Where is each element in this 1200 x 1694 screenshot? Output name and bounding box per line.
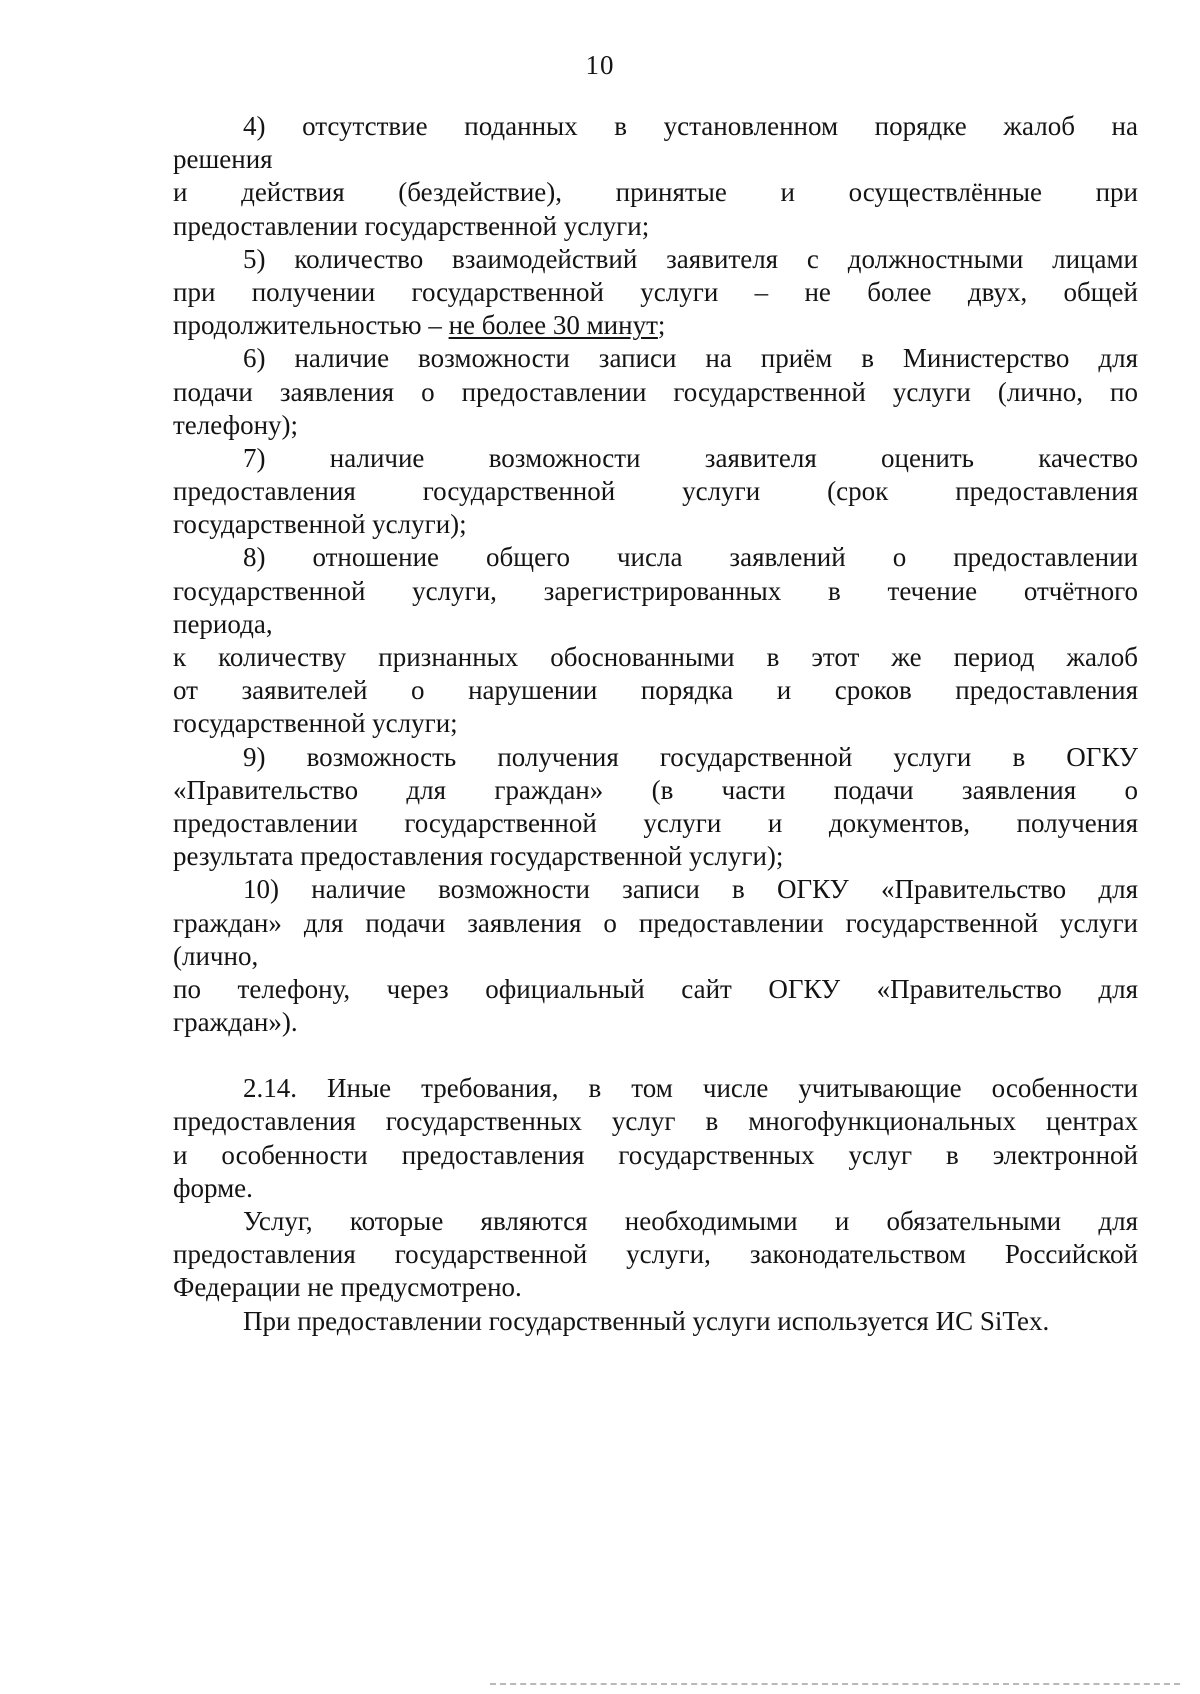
page-number: 10 (585, 50, 615, 80)
text-line: При предоставлении государственный услуги используется ИС SiTex. (243, 1305, 1050, 1336)
text-line: и действия (бездействие), принятые и осуществлённые при (173, 177, 1138, 208)
text-line: государственной услуги); (173, 509, 467, 540)
text-line: Услуг, которые являются необходимыми и обязательными для (243, 1206, 1138, 1236)
document-body (173, 110, 1138, 1338)
text-line: 4) отсутствие поданных в установленном порядке жалоб на (243, 111, 1138, 141)
text-line: 9) возможность получения государственной услуги в ОГКУ (243, 741, 1138, 772)
text-line: государственной услуги, зарегистрированных в течение отчётного (173, 575, 1138, 606)
text-line: периода, (173, 608, 273, 639)
text-line: к количеству признанных обоснованными в этот же период жалоб (173, 642, 1138, 672)
text-line: и особенности предоставления государственных услуг в электронной (173, 1139, 1138, 1170)
text-line: 5) количество взаимодействий заявителя с должностными лицами (243, 243, 1138, 274)
text-segment: продолжительностью – (173, 310, 449, 341)
text-line: телефону); (173, 409, 299, 440)
text-line: подачи заявления о предоставлении государственной услуги (лично, по (173, 376, 1138, 407)
text-line: результата предоставления государственной услуги); (173, 841, 784, 872)
text-line: от заявителей о нарушении порядка и сроков предоставления (173, 675, 1138, 706)
underlined-text: не более 30 минут (448, 310, 658, 341)
scan-artifact-line (490, 1683, 1180, 1685)
text-line: граждан» для подачи заявления о предоставлении государственной услуги (173, 907, 1138, 938)
text-line: форме. (173, 1172, 253, 1203)
text-line: решения (173, 144, 273, 175)
text-line (173, 309, 1138, 342)
text-line: 7) наличие возможности заявителя оценить качество (243, 442, 1138, 473)
text-line: 8) отношение общего числа заявлений о предоставлении (243, 542, 1138, 573)
text-line: государственной услуги; (173, 708, 458, 739)
text-segment: ; (657, 310, 666, 341)
text-line: 10) наличие возможности записи в ОГКУ «Правительство для (243, 874, 1138, 905)
text-line: предоставлении государственной услуги и документов, получения (173, 807, 1138, 838)
text-line: «Правительство для граждан» (в части подачи заявления о (173, 774, 1138, 805)
text-line: граждан»). (173, 1007, 298, 1038)
text-line: предоставления государственной услуги, законодательством Российской (173, 1239, 1138, 1270)
text-line: 6) наличие возможности записи на приём в Министерство для (243, 343, 1138, 374)
text-line: по телефону, через официальный сайт ОГКУ «Правительство для (173, 973, 1138, 1004)
text-line: 2.14. Иные требования, в том числе учитывающие особенности (243, 1073, 1138, 1104)
text-line: предоставления государственной услуги (срок предоставления (173, 476, 1138, 507)
text-line: при получении государственной услуги – не более двух, общей (173, 276, 1138, 307)
text-line: предоставления государственных услуг в многофункциональных центрах (173, 1106, 1138, 1137)
text-line: предоставлении государственной услуги; (173, 210, 650, 241)
text-line: (лично, (173, 940, 259, 971)
text-line: Федерации не предусмотрено. (173, 1272, 522, 1303)
paragraph-gap (173, 1039, 1138, 1072)
